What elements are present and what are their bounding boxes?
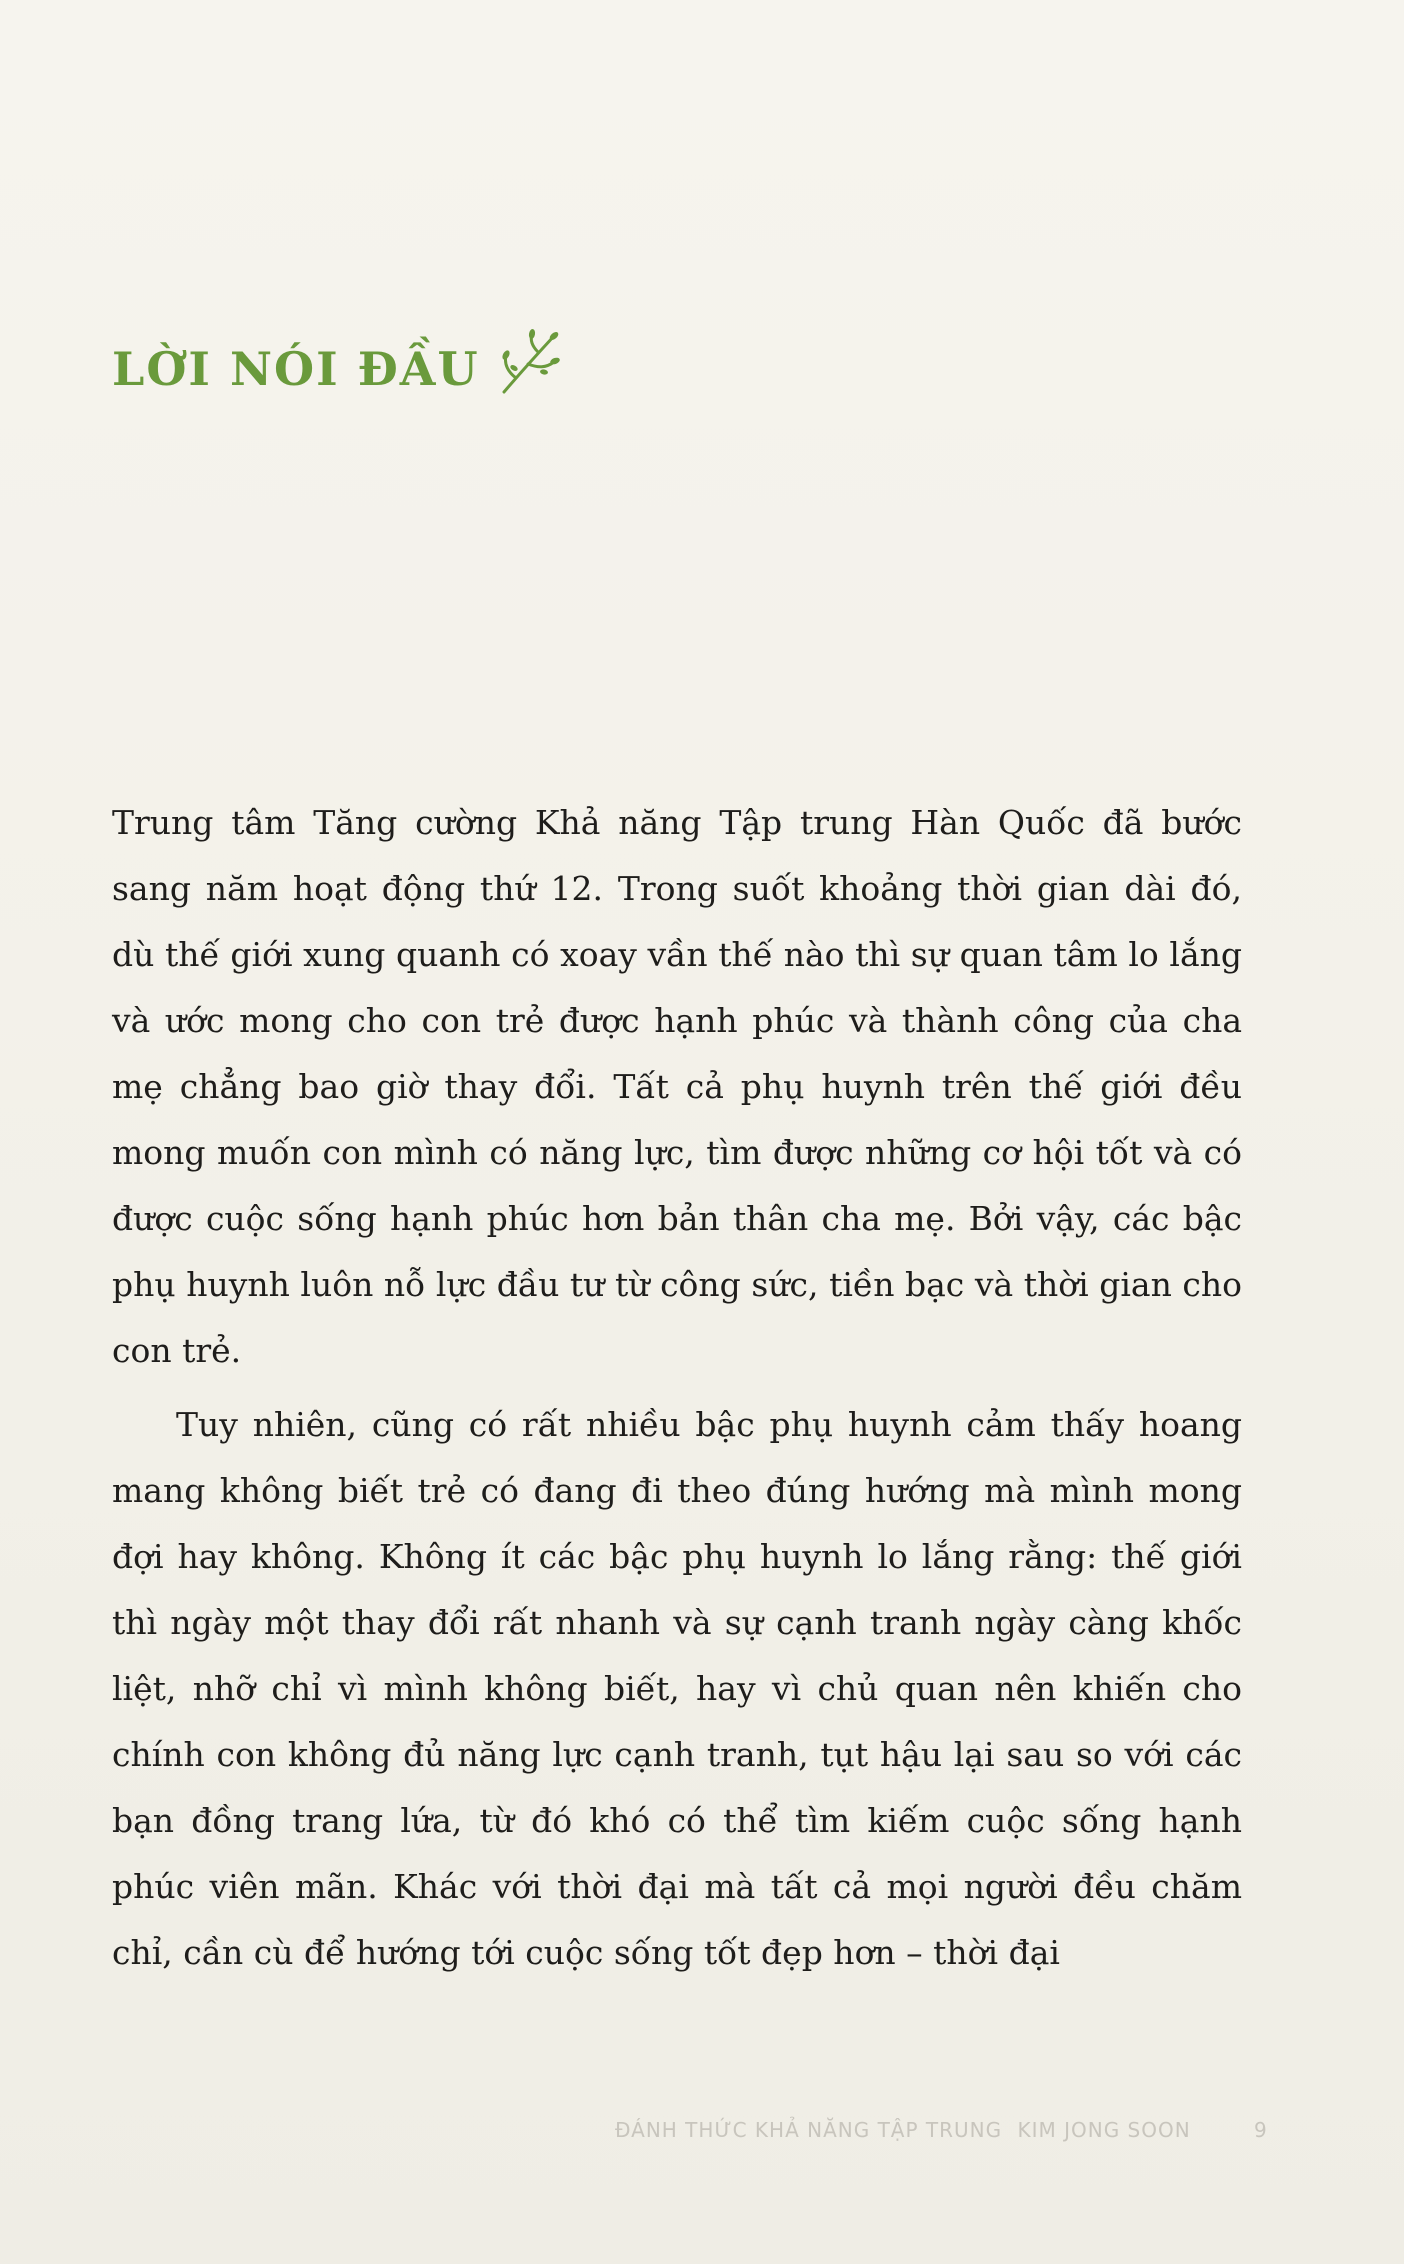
paragraph-2: Tuy nhiên, cũng có rất nhiều bậc phụ huynh cảm thấy hoang mang không biết trẻ có đang đi theo đúng hướng mà mình mong đợi hay không. Không ít các bậc phụ huynh lo lắng rằng: thế giới thì ngày một thay đổi rất nhanh và sự cạnh tranh ngày càng khốc liệt, nhỡ chỉ vì mình không biết, hay vì chủ quan nên khiến cho chính con không đủ năng lực cạnh tranh, tụt hậu lại sau so với các bạn đồng trang lứa, từ đó khó có thể tìm kiếm cuộc sống hạnh phúc viên mãn. Khác với thời đại mà tất cả mọi người đều chăm chỉ, cần cù để hướng tới cuộc sống tốt đẹp hơn – thời đại <box>112 1405 1242 1972</box>
chapter-heading <box>112 338 566 400</box>
footer-author: KIM JONG SOON <box>1017 2118 1191 2142</box>
page-number: 9 <box>1254 2118 1267 2142</box>
paragraph-1: Trung tâm Tăng cường Khả năng Tập trung Hàn Quốc đã bước sang năm hoạt động thứ 12. Trong suốt khoảng thời gian dài đó, dù thế giới xung quanh có xoay vần thế nào thì sự quan tâm lo lắng và ước mong cho con trẻ được hạnh phúc và thành công của cha mẹ chẳng bao giờ thay đổi. Tất cả phụ huynh trên thế giới đều mong muốn con mình có năng lực, tìm được những cơ hội tốt và có được cuộc sống hạnh phúc hơn bản thân cha mẹ. Bởi vậy, các bậc phụ huynh luôn nỗ lực đầu tư từ công sức, tiền bạc và thời gian cho con trẻ. <box>112 803 1242 1370</box>
sprig-icon <box>494 328 566 400</box>
footer-book-title: ĐÁNH THỨC KHẢ NĂNG TẬP TRUNG <box>615 2118 1003 2142</box>
chapter-title: LỜI NÓI ĐẦU <box>112 342 480 396</box>
body-text <box>112 790 1242 1986</box>
running-footer <box>615 2118 1191 2142</box>
